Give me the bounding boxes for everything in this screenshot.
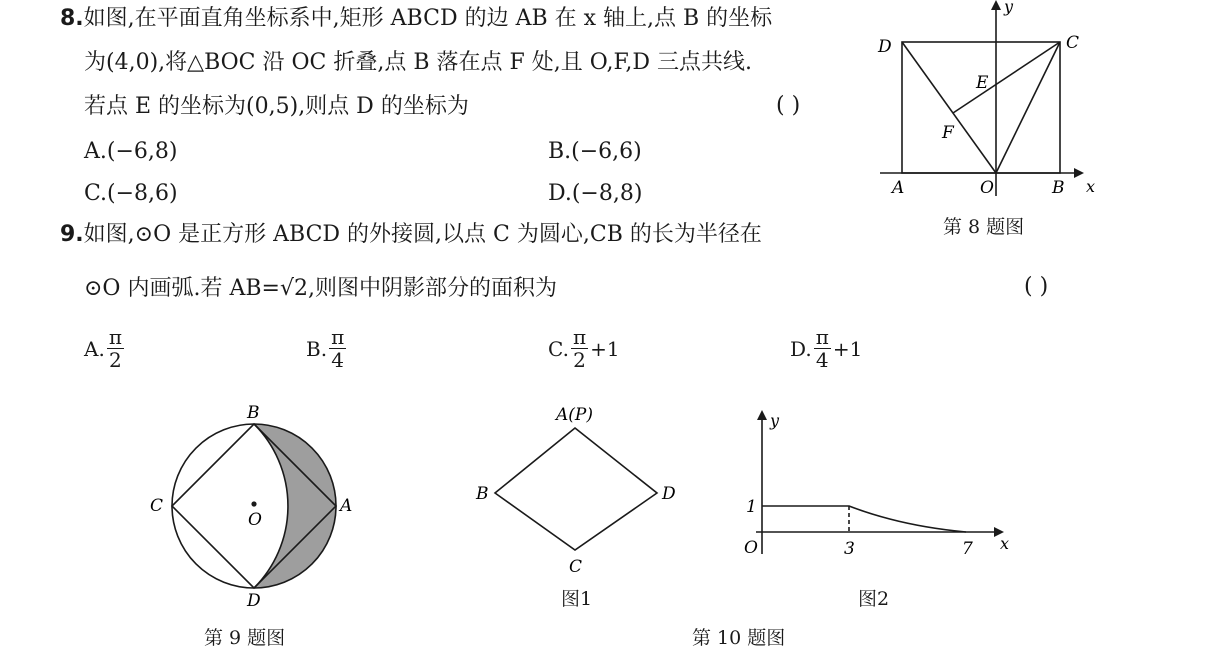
q10-figure-caption: 第 10 题图: [692, 627, 786, 649]
q10-fig1-label-b: B: [476, 484, 489, 504]
q10-fig2-graph: [762, 506, 966, 532]
q10-fig2-y-arrow: [757, 410, 767, 420]
q8-line3: 若点 E 的坐标为(0,5),则点 D 的坐标为: [84, 94, 469, 119]
q8-label-f: F: [942, 123, 954, 143]
q8-option-c: C.(−8,6): [84, 181, 178, 206]
q8-label-d: D: [878, 37, 892, 57]
q10-fig2-label-seven: 7: [962, 539, 973, 559]
q9-line2: ⊙O 内画弧.若 AB=√2,则图中阴影部分的面积为: [84, 276, 557, 301]
q8-label-y: y: [1004, 0, 1014, 16]
q8-label-o: O: [980, 178, 994, 198]
q10-fig2-label-y: y: [770, 411, 780, 430]
q8-figure: [870, 0, 1130, 210]
q10-fig2-label-x: x: [1000, 534, 1010, 553]
q10-figure-2: [726, 404, 1026, 574]
q9-answer-paren: ( ): [1024, 274, 1049, 299]
q9-option-c: C. $\frac{\pi}{2}$ +1: [548, 325, 620, 372]
q8-line2: 为(4,0),将△BOC 沿 OC 折叠,点 B 落在点 F 处,且 O,F,D 三点共线.: [84, 50, 752, 75]
q9-label-d: D: [247, 591, 261, 611]
q10-rhombus-abcd: [495, 428, 657, 550]
q9-option-b: B. $\frac{\pi}{4}$: [306, 325, 345, 372]
q8-label-c: C: [1066, 33, 1080, 53]
q8-x-arrow: [1074, 168, 1084, 178]
q8-segment-od: [902, 42, 996, 173]
q8-figure-caption: 第 8 题图: [943, 216, 1025, 238]
q9-label-a: A: [340, 496, 353, 516]
q10-fig2-label-three: 3: [844, 539, 855, 559]
q10-fig1-caption: 图1: [561, 588, 593, 610]
q8-label-x: x: [1086, 177, 1096, 196]
q8-segment-fc: [953, 42, 1060, 113]
q8-segment-oc: [996, 42, 1060, 173]
q10-figure-1: [470, 398, 690, 578]
q10-fig1-label-c: C: [569, 557, 583, 577]
q8-label-a: A: [892, 178, 905, 198]
q9-figure: [140, 398, 380, 618]
q10-fig2-caption: 图2: [858, 588, 890, 610]
q9-label-c: C: [150, 496, 164, 516]
q9-option-d: D. $\frac{\pi}{4}$ +1: [790, 325, 863, 372]
q8-text-line1: 如图,在平面直角坐标系中,矩形 ABCD 的边 AB 在 x 轴上,点 B 的坐标: [83, 6, 773, 31]
q10-fig2-label-o: O: [744, 538, 758, 558]
q9-center-dot: [251, 501, 256, 506]
q8-answer-paren: ( ): [776, 93, 801, 118]
q9-label-b: B: [247, 403, 260, 423]
q8-label-b: B: [1052, 178, 1065, 198]
q8-number: 8.: [60, 6, 84, 31]
q8-label-e: E: [976, 73, 989, 93]
q9-line1: [60, 222, 762, 248]
q8-y-arrow: [991, 0, 1001, 10]
q8-line1: [60, 6, 772, 32]
q8-option-a: A.(−6,8): [84, 139, 178, 164]
q9-shaded-region: [254, 424, 336, 588]
q9-number: 9.: [60, 222, 84, 247]
q8-option-d: D.(−8,8): [548, 181, 643, 206]
q10-fig1-label-a: A(P): [556, 405, 593, 425]
q9-option-a: A. $\frac{\pi}{2}$: [84, 325, 122, 372]
q10-fig2-label-one: 1: [746, 497, 757, 517]
q8-option-b: B.(−6,6): [548, 139, 642, 164]
q9-text-line1: 如图,⊙O 是正方形 ABCD 的外接圆,以点 C 为圆心,CB 的长为半径在: [83, 222, 762, 247]
q10-fig1-label-d: D: [662, 484, 676, 504]
q9-figure-caption: 第 9 题图: [204, 627, 286, 649]
q9-label-o: O: [248, 510, 262, 530]
